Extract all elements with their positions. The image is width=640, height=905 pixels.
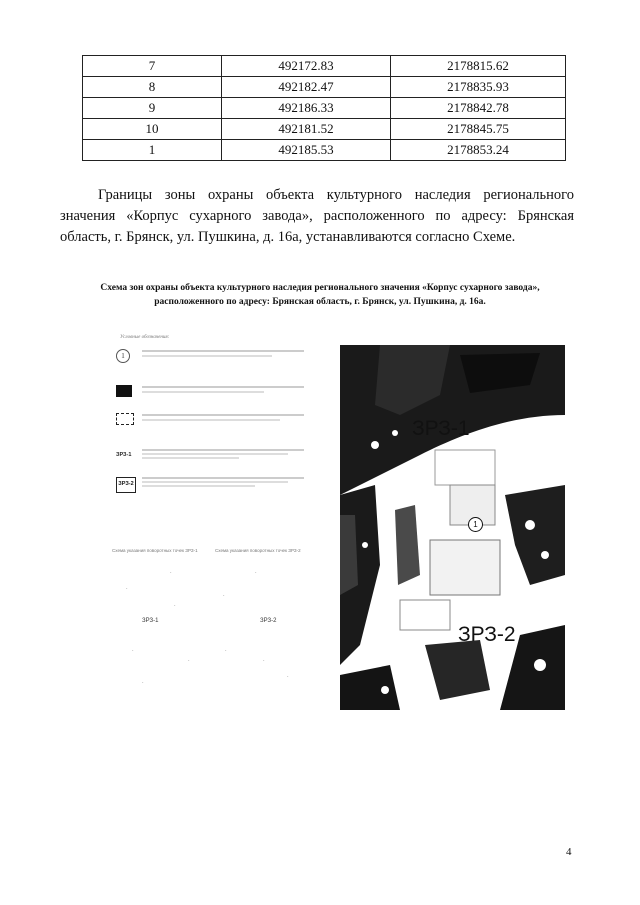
- schema-title-line-2: расположенного по адресу: Брянская область, г. Брянск, ул. Пушкина, д. 16а.: [154, 297, 486, 307]
- aerial-map-image: [340, 345, 565, 710]
- y-coordinate-cell: 2178815.62: [391, 56, 566, 77]
- point-number-cell: 10: [83, 119, 222, 140]
- coordinates-table: [82, 55, 566, 161]
- schema-legend: [112, 335, 312, 515]
- point-scheme-zone1-label: ЗРЗ-1: [142, 618, 159, 624]
- point-scheme-zone2-label: ЗРЗ-2: [260, 618, 277, 624]
- y-coordinate-cell: 2178842.78: [391, 98, 566, 119]
- legend-row-protection-territory: [116, 383, 306, 405]
- schema-title-line-1: Схема зон охраны объекта культурного наследия регионального значения «Корпус сухарного завода»,: [100, 283, 540, 293]
- x-coordinate-cell: 492185.53: [222, 140, 391, 161]
- zrz2-legend-label: ЗРЗ-2: [116, 477, 136, 493]
- zone-boundaries-paragraph: Границы зоны охраны объекта культурного наследия регионального значения «Корпус сухарного завода», расположенного по адресу: Брянская область, г. Брянск, ул. Пушкина, д. 16а, устанавливаются согласно Схеме.: [60, 187, 574, 245]
- legend-row-object: [116, 347, 306, 369]
- legend-row-dashed-boundary: [116, 411, 306, 433]
- point-scheme-zrz1: Схема указания поворотных точек ЗРЗ-1 ЗРЗ-1 · · · · · ·: [112, 548, 217, 698]
- point-scheme-caption-2: Схема указания поворотных точек ЗРЗ-2: [215, 548, 301, 553]
- table-row: [83, 140, 566, 161]
- page-number: 4: [566, 846, 572, 858]
- object-circle-icon: 1: [116, 349, 130, 363]
- legend-row-zrz2: [116, 475, 306, 497]
- legend-row-zrz1: [116, 447, 306, 469]
- point-scheme-caption-1: Схема указания поворотных точек ЗРЗ-1: [112, 548, 198, 553]
- dashed-boundary-icon: [116, 413, 134, 425]
- schema-title: [80, 281, 560, 309]
- y-coordinate-cell: 2178845.75: [391, 119, 566, 140]
- y-coordinate-cell: 2178853.24: [391, 140, 566, 161]
- point-number-cell: 8: [83, 77, 222, 98]
- legend-text-placeholder: [142, 347, 304, 360]
- x-coordinate-cell: 492181.52: [222, 119, 391, 140]
- table-row: [83, 119, 566, 140]
- legend-heading: Условные обозначения:: [120, 335, 170, 340]
- point-number-cell: 1: [83, 140, 222, 161]
- map-zone1-label: ЗРЗ-1: [412, 417, 470, 440]
- table-row: [83, 56, 566, 77]
- point-scheme-zrz2: Схема указания поворотных точек ЗРЗ-2 ЗРЗ-2 · · · · ·: [215, 548, 320, 698]
- black-fill-icon: [116, 385, 132, 397]
- x-coordinate-cell: 492182.47: [222, 77, 391, 98]
- x-coordinate-cell: 492186.33: [222, 98, 391, 119]
- table-row: [83, 77, 566, 98]
- map-zone2-label: ЗРЗ-2: [458, 623, 516, 646]
- object-marker-icon: 1: [468, 517, 483, 532]
- zrz1-legend-label: ЗРЗ-1: [116, 452, 132, 458]
- table-row: [83, 98, 566, 119]
- x-coordinate-cell: 492172.83: [222, 56, 391, 77]
- point-number-cell: 7: [83, 56, 222, 77]
- aerial-map: [340, 345, 565, 710]
- y-coordinate-cell: 2178835.93: [391, 77, 566, 98]
- point-number-cell: 9: [83, 98, 222, 119]
